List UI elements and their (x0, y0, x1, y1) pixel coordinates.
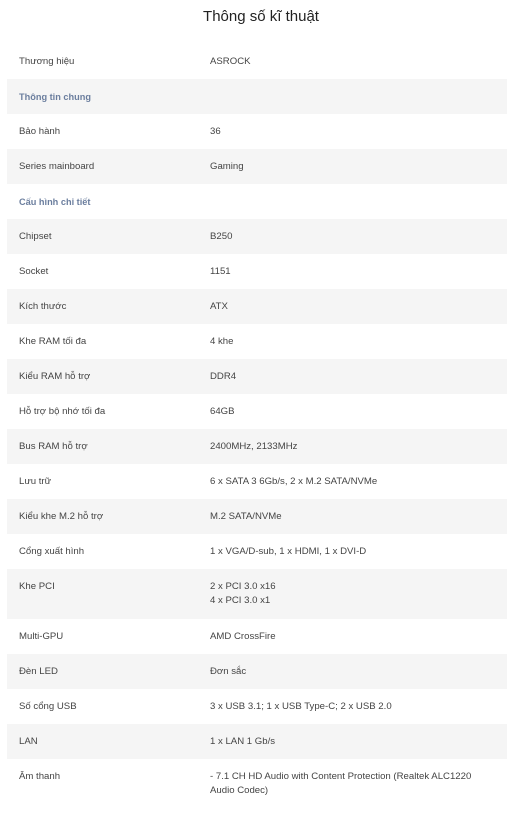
section-header: Cấu hình chi tiết (19, 197, 91, 207)
spec-value: 3 x USB 3.1; 1 x USB Type-C; 2 x USB 2.0 (210, 701, 392, 712)
table-row (7, 654, 507, 689)
spec-label: Hỗ trợ bộ nhớ tối đa (19, 406, 106, 417)
table-row (7, 289, 507, 324)
spec-label: Âm thanh (19, 771, 61, 782)
spec-value: ATX (210, 301, 228, 312)
spec-value: M.2 SATA/NVMe (210, 511, 282, 522)
spec-value-line: - 7.1 CH HD Audio with Content Protection (Realtek ALC1220 (210, 771, 472, 782)
table-row (7, 534, 507, 569)
spec-value: Gaming (210, 161, 244, 172)
spec-label: Bus RAM hỗ trợ (19, 441, 88, 452)
table-row (7, 324, 507, 359)
spec-label: Kiểu RAM hỗ trợ (19, 371, 91, 382)
spec-label: Thương hiệu (19, 56, 75, 67)
spec-label: Bảo hành (19, 126, 61, 137)
table-row (7, 219, 507, 254)
spec-value: 64GB (210, 406, 235, 417)
spec-value: 36 (210, 126, 221, 137)
spec-value: 6 x SATA 3 6Gb/s, 2 x M.2 SATA/NVMe (210, 476, 378, 487)
spec-value-line: Audio Codec) (210, 785, 269, 796)
spec-label: Chipset (19, 231, 52, 242)
spec-value: 1 x LAN 1 Gb/s (210, 736, 276, 747)
spec-label: Socket (19, 266, 49, 277)
spec-label: Số cổng USB (19, 701, 77, 712)
table-row (7, 689, 507, 724)
table-row (7, 394, 507, 429)
table-row (7, 569, 507, 619)
spec-label: Kích thước (19, 301, 67, 312)
spec-label: Multi-GPU (19, 631, 64, 642)
spec-value: Đơn sắc (210, 666, 247, 677)
spec-label: Kiểu khe M.2 hỗ trợ (19, 511, 104, 522)
table-row (7, 619, 507, 654)
spec-label: LAN (19, 736, 38, 747)
spec-table (7, 44, 507, 809)
spec-value: AMD CrossFire (210, 631, 276, 642)
spec-value: 1151 (210, 266, 231, 277)
table-row (7, 759, 507, 809)
spec-label: Khe PCI (19, 581, 55, 592)
spec-value-line: 4 x PCI 3.0 x1 (210, 595, 271, 606)
spec-value (197, 581, 507, 609)
spec-value: DDR4 (210, 371, 237, 382)
spec-label: Cổng xuất hình (19, 546, 85, 557)
spec-label: Series mainboard (19, 161, 95, 172)
table-row (7, 464, 507, 499)
table-row (7, 724, 507, 759)
table-row (7, 254, 507, 289)
spec-label: Khe RAM tối đa (19, 336, 87, 347)
table-row (7, 149, 507, 184)
spec-label: Lưu trữ (19, 476, 52, 487)
section-header: Thông tin chung (7, 79, 507, 114)
table-row (7, 499, 507, 534)
table-row (7, 114, 507, 149)
spec-value: B250 (210, 231, 233, 242)
spec-value: 2400MHz, 2133MHz (210, 441, 298, 452)
table-row (7, 44, 507, 79)
spec-value: ASROCK (210, 56, 251, 67)
table-row (7, 429, 507, 464)
spec-label: Đèn LED (19, 666, 58, 677)
spec-value: 1 x VGA/D-sub, 1 x HDMI, 1 x DVI-D (210, 546, 367, 557)
spec-value: 4 khe (210, 336, 234, 347)
table-row (7, 359, 507, 394)
spec-value-line: 2 x PCI 3.0 x16 (210, 581, 276, 592)
page-title: Thông số kĩ thuật (203, 8, 319, 25)
spec-value (197, 771, 507, 799)
